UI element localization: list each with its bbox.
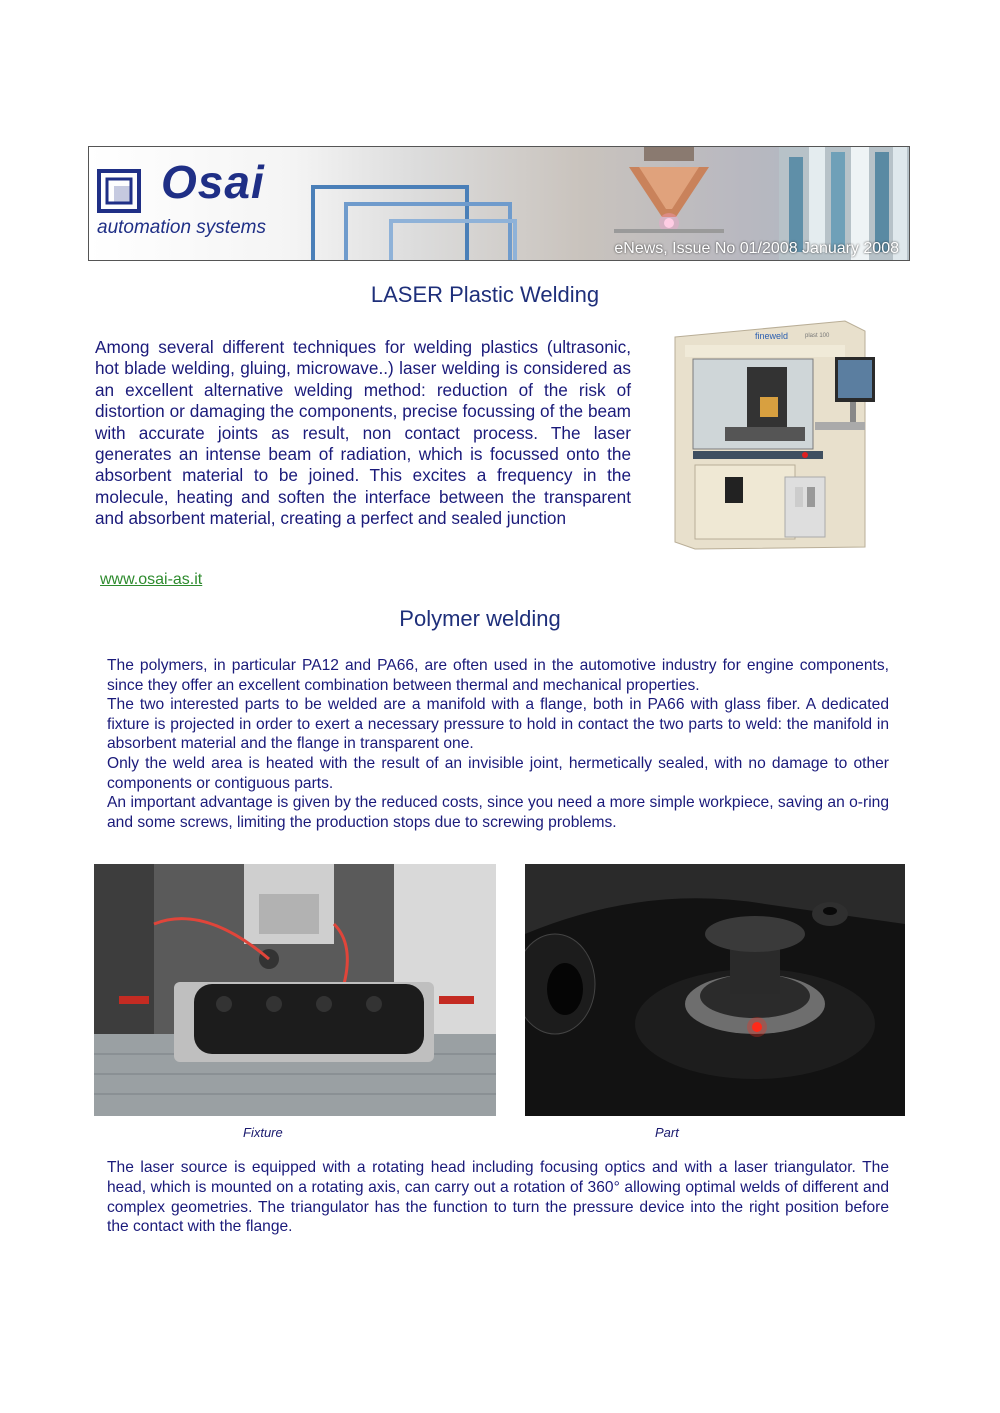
part-caption: Part (655, 1125, 679, 1140)
header-banner (88, 146, 910, 261)
polymer-paragraph: An important advantage is given by the reduced costs, since you need a more simple workpiece, saving an o-ring and some screws, limiting the production stops due to screwing problems. (107, 794, 889, 831)
laser-nozzle-image (614, 147, 724, 237)
machine-model: plast 100 (805, 333, 830, 339)
logo-tagline: automation systems (97, 217, 266, 238)
section-title-laser: LASER Plastic Welding (370, 282, 600, 307)
fixture-photo-image (94, 864, 496, 1116)
polymer-paragraph: The polymers, in particular PA12 and PA66, are often used in the automotive industry for engine components, since they offer an excellent combination between thermal and mechanical properties. (107, 657, 889, 694)
polymer-paragraph: Only the weld area is heated with the result of an invisible joint, hermetically sealed, with no damage to other components or contiguous parts. (107, 754, 889, 792)
part-photo-image (525, 864, 905, 1116)
polymer-paragraph: The two interested parts to be welded are a manifold with a flange, both in PA66 with glass fiber. A dedicated fixture is projected in order to exert a necessary pressure to hold in contact the two parts to weld: the manifold in absorbent material and the flange in transparent one. (107, 696, 889, 753)
laser-intro-paragraph: Among several different techniques for welding plastics (ultrasonic, hot blade welding, gluing, microwave..) laser welding is considered as an excellent alternative welding method: reduction of the risk of distortion or damaging the components, precise focussing of the beam with accurate joints as result, non contact process. The laser generates an intense beam of radiation, which is focussed onto the absorbent material to be joined. This excites a frequency in the molecule, heating and soften the interface between the transparent and absorbent material, creating a perfect and sealed junction (95, 337, 631, 529)
decor-frame (389, 219, 517, 261)
section-title-polymer: Polymer welding (399, 606, 561, 631)
fixture-caption: Fixture (243, 1125, 283, 1140)
part-photo (525, 864, 905, 1116)
website-link[interactable]: www.osai-as.it (100, 571, 203, 588)
logo-wordmark: Osai (161, 156, 265, 208)
laser-welding-machine-image (665, 317, 879, 553)
fixture-photo (94, 864, 496, 1116)
machine-brand: fineweld (755, 331, 789, 341)
issue-label: eNews, Issue No 01/2008 January 2008 (614, 240, 899, 257)
osai-logo-icon (97, 169, 141, 213)
polymer-welding-text (107, 656, 889, 832)
laser-source-paragraph: The laser source is equipped with a rotating head including focusing optics and with a laser triangulator. The head, which is mounted on a rotating axis, can carry out a rotation of 360° allowing optimal welds of different and complex geometries. The triangulator has the function to turn the pressure device into the right position before the contact with the flange. (107, 1159, 889, 1236)
